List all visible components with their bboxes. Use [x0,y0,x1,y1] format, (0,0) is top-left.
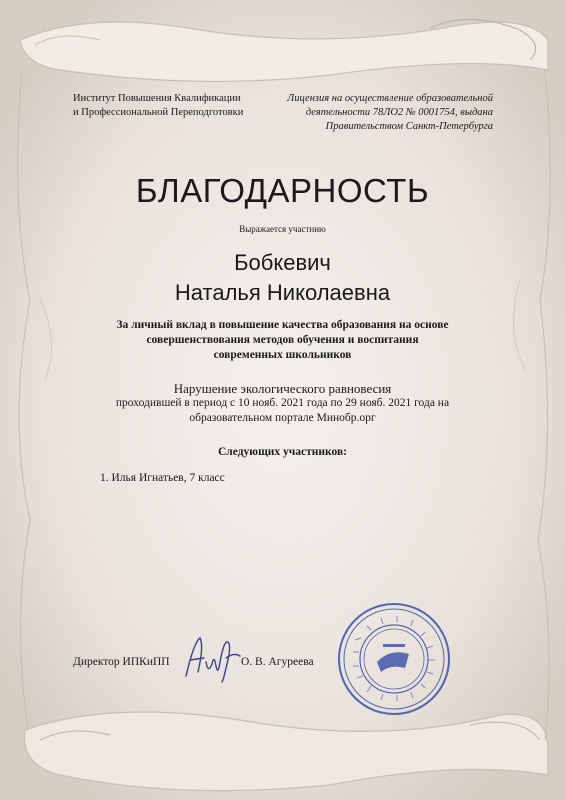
contribution-line-2: совершенствования методов обучения и воспитания [146,334,419,346]
event-period: проходившей в период с 10 нояб. 2021 года по 29 нояб. 2021 года на [115,397,450,409]
document-title: БЛАГОДАРНОСТЬ [135,172,430,209]
license-line-3: Правительством Санкт-Петербурга [325,121,493,132]
recipient-name [0,248,565,308]
list-item: 1. Илья Игнатьев, 7 класс [100,472,225,484]
recipient-surname: Бобкевич [234,250,331,275]
contribution-line-3: современных школьников [213,349,352,361]
participants-header: Следующих участников: [218,446,347,458]
event-portal: образовательном портале Минобр.орг [189,412,376,424]
license-line-1: Лицензия на осуществление образовательной [287,93,493,104]
event-name: Нарушение экологического равновесия [173,381,392,396]
license-line-2: деятельности 78ЛО2 № 0001754, выдана [305,107,493,118]
institute-name [73,92,273,120]
director-role: Директор ИПКиПП [73,656,170,668]
institute-line-2: и Профессиональной Переподготовки [73,107,244,118]
director-name: О. В. Агуреева [241,656,314,668]
license-info [263,92,493,134]
recipient-given-name: Наталья Николаевна [174,280,391,305]
contribution-line-1: За личный вклад в повышение качества образования на основе [116,319,449,331]
official-stamp [335,600,453,718]
document-subtitle: Выражается участнию [239,224,326,234]
contribution-text [90,318,475,363]
institute-line-1: Институт Повышения Квалификации [73,93,241,104]
participant-list [100,472,225,484]
handwritten-signature [182,632,244,684]
event-info [70,381,495,426]
